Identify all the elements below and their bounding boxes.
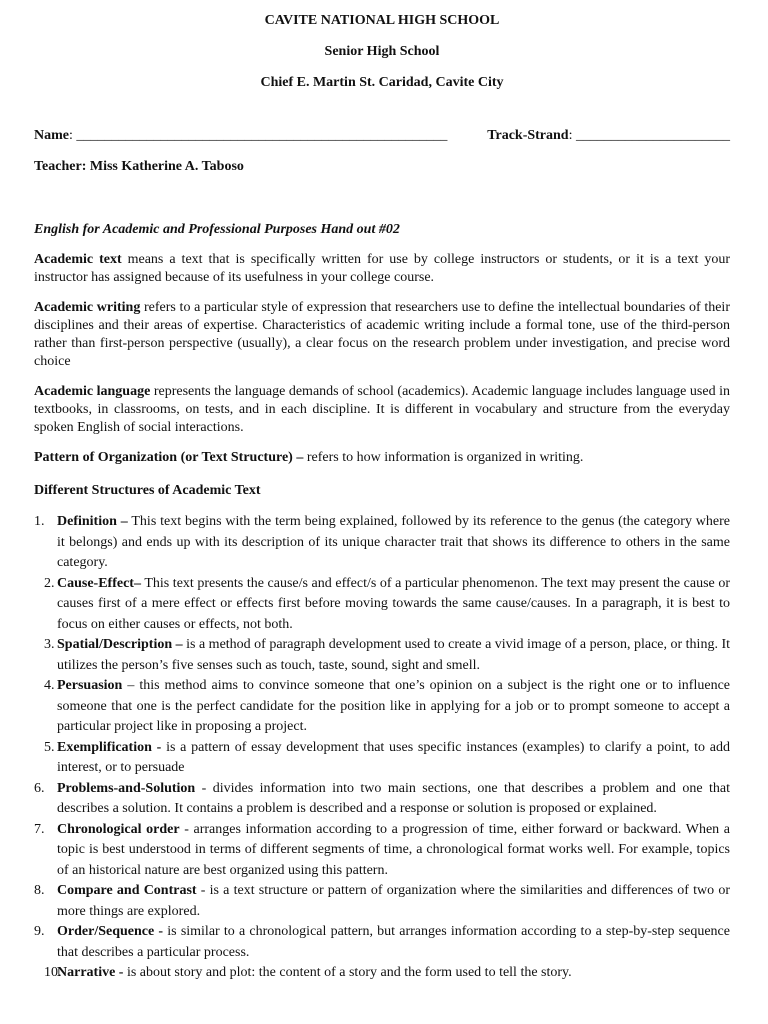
list-text: is similar to a chronological pattern, but arranges information according to a step-by-step sequence that describes a particular process.	[57, 924, 730, 960]
list-number: 8.	[34, 883, 45, 898]
paragraph-academic-writing	[34, 299, 730, 371]
list-item	[34, 922, 730, 963]
list-item	[34, 779, 730, 820]
list-item	[34, 512, 730, 574]
track-field	[487, 127, 730, 145]
list-item	[34, 881, 730, 922]
paragraph-text: represents the language demands of school (academics). Academic language includes language used in textbooks, in classrooms, on tests, and in each discipline. It is different in vocabulary and structure from the everyday spoken English of social interactions.	[34, 384, 731, 435]
list-number: 2.	[44, 575, 55, 591]
list-text: This text presents the cause/s and effect/s of a particular phenomenon. The text may present the cause or causes first of a mere effect or effects first before moving towards the same cause/causes. In a paragraph, it is best to focus on either causes or effects, not both.	[57, 575, 730, 632]
paragraph-pattern-of-organization	[34, 449, 730, 467]
student-fields	[34, 127, 730, 145]
list-term: Order/Sequence -	[57, 924, 164, 939]
list-item	[34, 738, 730, 779]
name-blank: : _____________________________________________________	[69, 128, 448, 143]
paragraph-term: Academic writing	[34, 300, 141, 315]
school-address: Chief E. Martin St. Caridad, Cavite City	[260, 75, 504, 90]
list-text: is about story and plot: the content of a story and the form used to tell the story.	[123, 965, 572, 980]
handout-page	[34, 10, 730, 984]
list-text: This text begins with the term being explained, followed by its reference to the genus (the category where it belongs) and ends up with its description of its unique character trait that shows its difference to others in the same category.	[57, 514, 731, 570]
list-term: Persuasion	[57, 678, 123, 693]
name-label: Name	[34, 128, 69, 143]
list-text: is a pattern of essay development that uses specific instances (examples) to clarify a point, to add interest, or to persuade	[57, 739, 731, 775]
paragraph-academic-text	[34, 251, 730, 287]
list-item	[34, 676, 730, 738]
teacher-field	[34, 158, 730, 176]
name-field	[34, 127, 447, 145]
list-text: - divides information into two main sections, one that describes a problem and one that describes a solution. It contains a problem is described and a response or solution is proposed or explained.	[57, 780, 730, 816]
list-number: 3.	[44, 637, 55, 652]
list-text: is a method of paragraph development used to create a vivid image of a person, place, or thing. It utilizes the person’s five senses such as touch, taste, sound, sight and smell.	[57, 637, 730, 673]
teacher-value: : Miss Katherine A. Taboso	[81, 159, 244, 174]
paragraph-text: refers to how information is organized in writing.	[303, 450, 584, 465]
paragraph-text: refers to a particular style of expression that researchers use to define the intellectual boundaries of their disciplines and their areas of expertise. Characteristics of academic writing include a formal tone, use of the third-person rather than first-person perspective (usually), a clear focus on the research problem under investigation, and precise word choice	[34, 300, 730, 369]
list-term: Problems-and-Solution	[57, 780, 196, 796]
structures-list	[34, 512, 730, 984]
list-number: 6.	[34, 780, 45, 796]
list-item	[34, 820, 730, 882]
handout-title: English for Academic and Professional Purposes Hand out #02	[34, 222, 400, 237]
paragraph-term: Academic language	[34, 384, 151, 399]
school-level: Senior High School	[324, 44, 440, 59]
paragraph-academic-language	[34, 383, 730, 437]
list-number: 4.	[44, 678, 55, 693]
track-blank: : ______________________	[568, 128, 730, 143]
list-text: - arranges information according to a progression of time, either forward or backward. When a topic is best understood in terms of different segments of time, a chronological format works well. For example, topics of an historical nature are best organized using this pattern.	[57, 821, 730, 878]
list-term: Definition –	[57, 514, 128, 529]
list-term: Spatial/Description –	[57, 637, 183, 652]
list-text: – this method aims to convince someone that one’s opinion on a subject is the right one or to influence someone that one is the perfect candidate for the position like in applying for a job or to prompt someone to accept a particular project like in proposing a project.	[57, 678, 730, 734]
paragraph-term: Pattern of Organization (or Text Structure) –	[34, 450, 304, 465]
list-item	[34, 635, 730, 676]
list-number: 7.	[34, 821, 45, 837]
list-item	[34, 963, 730, 984]
list-term: Chronological order	[57, 821, 180, 837]
list-term: Cause-Effect–	[57, 575, 141, 591]
list-number: 1.	[34, 514, 45, 529]
paragraph-term: Academic text	[34, 252, 122, 267]
list-item	[34, 574, 730, 636]
list-term: Exemplification -	[57, 739, 162, 755]
list-number: 5.	[44, 739, 55, 755]
school-name: CAVITE NATIONAL HIGH SCHOOL	[264, 13, 500, 28]
list-number: 9.	[34, 924, 45, 939]
paragraph-text: means a text that is specifically written for use by college instructors or students, or it is a text your instructor has assigned because of its usefulness in your college course.	[34, 252, 730, 285]
list-term: Narrative -	[57, 965, 124, 980]
structures-title: Different Structures of Academic Text	[34, 483, 261, 498]
list-term: Compare and Contrast	[57, 883, 197, 898]
track-label: Track-Strand	[487, 128, 569, 143]
teacher-label: Teacher	[34, 159, 82, 174]
list-text: - is a text structure or pattern of organization where the similarities and differences of two or more things are explored.	[57, 883, 730, 919]
list-number: 10.	[44, 965, 62, 980]
